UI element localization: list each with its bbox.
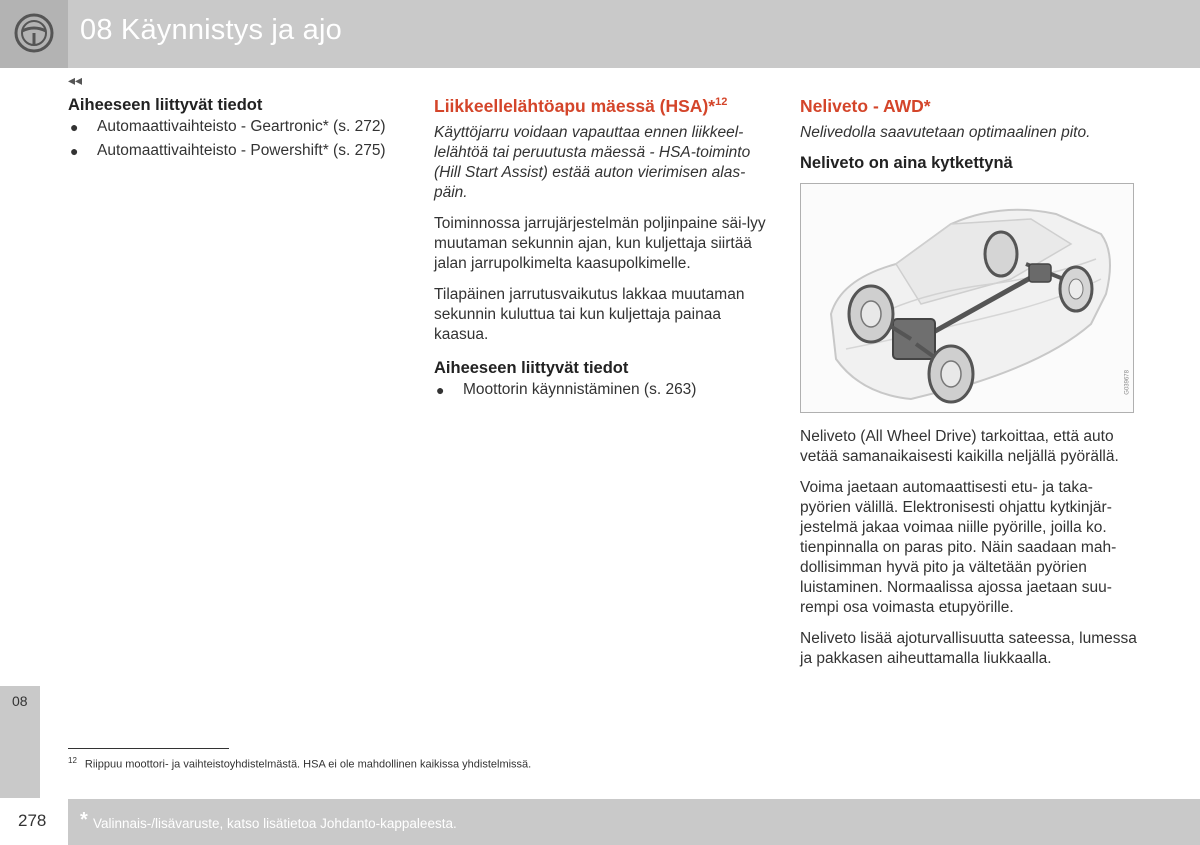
hsa-paragraph: Toiminnossa jarrujärjestelmän poljinpaine säi-lyy muutaman sekunnin ajan, kun kuljettaja siirtää jalan jarrupolkimelta kaasupolkimelle. xyxy=(434,215,766,272)
page-number: 278 xyxy=(18,811,47,830)
column-hsa xyxy=(434,96,774,412)
steering-wheel-icon xyxy=(14,13,54,53)
car-drivetrain-drawing xyxy=(801,184,1133,412)
related-heading: Aiheeseen liittyvät tiedot xyxy=(434,359,629,377)
awd-subheading: Neliveto on aina kytkettynä xyxy=(800,154,1013,172)
awd-lead: Nelivedolla saavutetaan optimaalinen pito. xyxy=(800,124,1091,141)
bullet-icon: ● xyxy=(70,119,79,135)
figure-code: G039678 xyxy=(1125,370,1131,395)
chapter-side-tab-label: 08 xyxy=(12,693,28,709)
footer-text: Valinnais-/lisävaruste, katso lisätietoa Johdanto-kappaleesta. xyxy=(93,816,457,831)
awd-title: Neliveto - AWD* xyxy=(800,96,931,116)
related-link-powershift[interactable]: ● Automaattivaihteisto - Powershift* (s. 275) xyxy=(70,142,386,159)
related-link-geartronic[interactable]: ● Automaattivaihteisto - Geartronic* (s. 272) xyxy=(70,118,386,135)
related-list xyxy=(68,117,408,161)
column-related-1 xyxy=(68,96,408,173)
bullet-icon: ● xyxy=(70,143,79,159)
column-awd xyxy=(800,96,1140,680)
back-nav-icon[interactable]: ◂◂ xyxy=(68,72,83,88)
footnote xyxy=(68,756,531,771)
related-heading: Aiheeseen liittyvät tiedot xyxy=(68,96,263,114)
footnote-number: 12 xyxy=(68,756,77,765)
footnote-ref[interactable]: 12 xyxy=(715,96,728,109)
hsa-paragraph: Tilapäinen jarrutusvaikutus lakkaa muutaman sekunnin kuluttua tai kun kuljettaja painaa kaasua. xyxy=(434,286,745,343)
awd-paragraph: Neliveto lisää ajoturvallisuutta sateessa, lumessa ja pakkasen aiheuttamalla liukkaalla. xyxy=(800,630,1137,667)
awd-paragraph: Voima jaetaan automaattisesti etu- ja taka-pyörien välillä. Elektronisesti ohjattu kytkinjär-jestelmä jakaa voimaa niille pyörille, joilla ko. tienpinnalla on paras pito. Näin saadaan mah-dollisimman hyvä pito ja vältetään pyörien luistaminen. Normaalissa ajossa jaetaan suu-rempi osa voimasta etupyörille. xyxy=(800,479,1117,616)
awd-paragraph: Neliveto (All Wheel Drive) tarkoittaa, että auto vetää samanaikaisesti kaikilla neljällä pyörällä. xyxy=(800,428,1119,465)
hsa-title: Liikkeellelähtöapu mäessä (HSA)*$^{12}$ xyxy=(434,96,728,116)
chapter-icon-box xyxy=(0,0,68,68)
chapter-title: 08 Käynnistys ja ajo xyxy=(80,14,342,46)
bullet-icon: ● xyxy=(436,382,445,398)
hsa-lead: Käyttöjarru voidaan vapauttaa ennen liikkeel-lelähtöä tai peruutusta mäessä - HSA-toiminto (Hill Start Assist) estää auton vierimisen alas-päin. xyxy=(434,124,751,201)
related-link-engine-start[interactable]: ● Moottorin käynnistäminen (s. 263) xyxy=(436,381,697,398)
footnote-text: Riippuu moottori- ja vaihteistoyhdistelmästä. HSA ei ole mahdollinen kaikissa yhdistelmissä. xyxy=(84,758,532,771)
awd-car-illustration xyxy=(800,183,1134,413)
footer-star: * xyxy=(80,809,88,831)
chapter-header xyxy=(0,0,1200,68)
footnote-divider xyxy=(68,748,229,749)
related-list xyxy=(434,380,774,400)
